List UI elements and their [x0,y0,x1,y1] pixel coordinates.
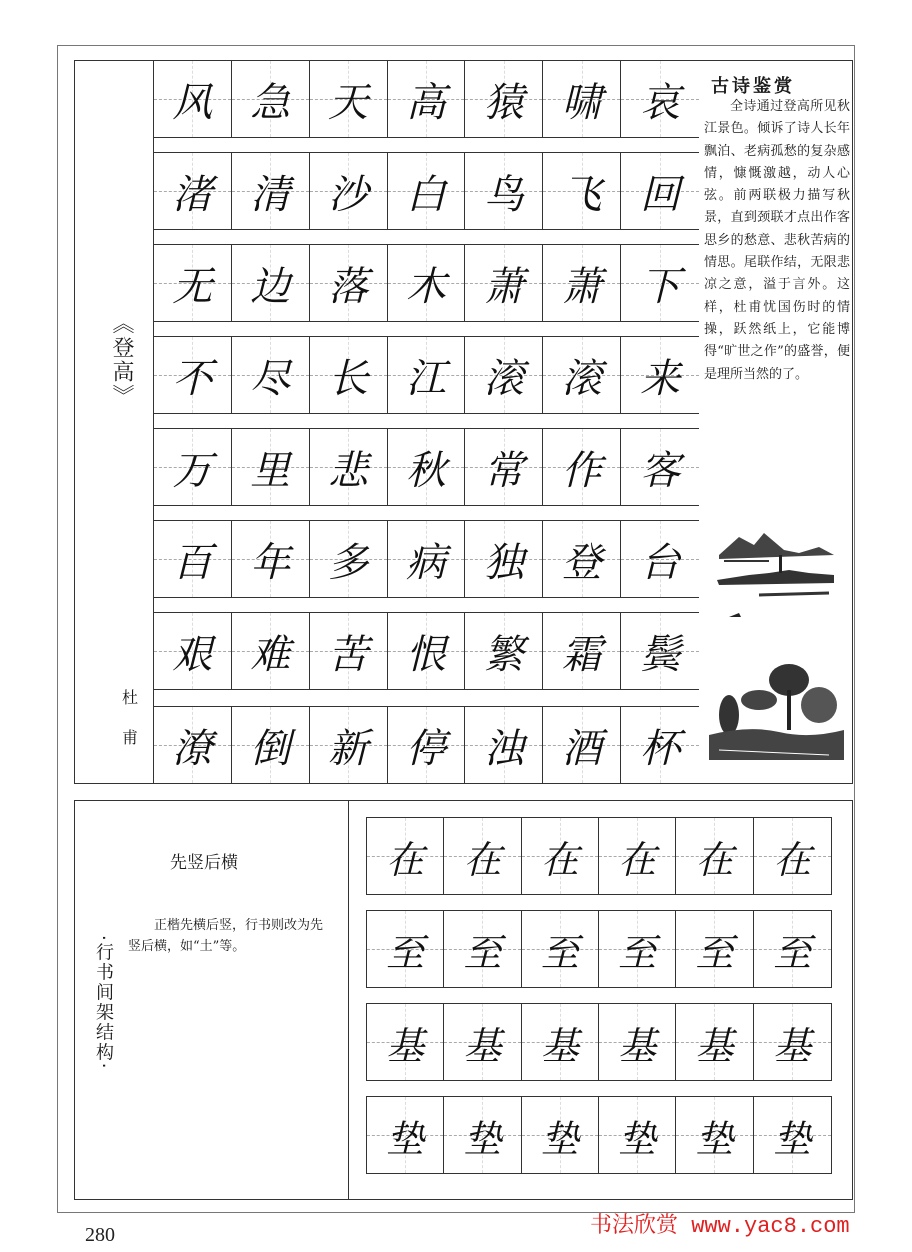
char-cell: 苦 [310,613,388,689]
practice-row [366,910,832,988]
char-cell: 在 [522,818,599,894]
char-cell: 年 [232,521,310,597]
char-cell: 基 [599,1004,676,1080]
char-cell: 垫 [444,1097,521,1173]
char-cell: 难 [232,613,310,689]
char-cell: 恨 [388,613,466,689]
practice-row [366,817,832,895]
char-cell: 杯 [621,707,699,783]
char-cell: 在 [367,818,444,894]
char-cell: 在 [676,818,753,894]
rule-text: 正楷先横后竖，行书则改为先竖后横，如“土”等。 [128,918,324,954]
char-cell: 边 [232,245,310,321]
char-cell: 长 [310,337,388,413]
char-cell: 潦 [154,707,232,783]
char-cell: 基 [676,1004,753,1080]
char-cell: 哀 [621,61,699,137]
poem-row [154,428,699,506]
char-cell: 鸟 [465,153,543,229]
rule-title: 先竖后横 [170,853,238,873]
char-cell: 落 [310,245,388,321]
char-cell: 繁 [465,613,543,689]
char-cell: 登 [543,521,621,597]
poem-row [154,612,699,690]
section-label: ·行书间架结构· [93,935,114,1071]
appreciation-panel [699,60,853,784]
appreciation-text: 全诗通过登高所见秋江景色。倾诉了诗人长年飘泊、老病孤愁的复杂感情，慷慨激越，动人心弦。前两联极力描写秋景，直到颈联才点出作客思乡的愁意、悲秋苦病的情思。尾联作结，无限悲凉之意，溢于言外。这样，杜甫忧国伤时的情操，跃然纸上，它能博得“旷世之作”的盛誉，便是理所当然的了。 [704,99,850,382]
char-cell: 来 [621,337,699,413]
char-cell: 停 [388,707,466,783]
char-cell: 滚 [465,337,543,413]
char-cell: 里 [232,429,310,505]
char-cell: 基 [367,1004,444,1080]
char-cell: 尽 [232,337,310,413]
char-cell: 基 [522,1004,599,1080]
trees-landscape-illustration [709,660,844,765]
poem-title: 《登高》 [109,312,134,408]
watermark: 书法欣赏 www.yac8.com [590,1214,850,1239]
char-cell: 不 [154,337,232,413]
river-landscape-illustration [709,525,844,625]
practice-row [366,1096,832,1174]
char-cell: 垫 [754,1097,831,1173]
char-cell: 萧 [543,245,621,321]
char-cell: 无 [154,245,232,321]
char-cell: 啸 [543,61,621,137]
char-cell: 垫 [676,1097,753,1173]
char-cell: 在 [444,818,521,894]
char-cell: 艰 [154,613,232,689]
practice-row [366,1003,832,1081]
char-cell: 客 [621,429,699,505]
char-cell: 在 [599,818,676,894]
char-cell: 倒 [232,707,310,783]
char-cell: 台 [621,521,699,597]
char-cell: 白 [388,153,466,229]
poem-row [154,706,699,784]
char-cell: 至 [754,911,831,987]
appreciation-title: 古诗鉴赏 [711,76,795,97]
char-cell: 鬓 [621,613,699,689]
poem-row [154,520,699,598]
char-cell: 酒 [543,707,621,783]
char-cell: 急 [232,61,310,137]
char-cell: 天 [310,61,388,137]
poem-title-column [74,60,154,784]
char-cell: 垫 [367,1097,444,1173]
char-cell: 江 [388,337,466,413]
char-cell: 作 [543,429,621,505]
poem-row [154,152,699,230]
char-cell: 秋 [388,429,466,505]
char-cell: 基 [754,1004,831,1080]
char-cell: 在 [754,818,831,894]
char-cell: 垫 [599,1097,676,1173]
char-cell: 至 [522,911,599,987]
char-cell: 滚 [543,337,621,413]
char-cell: 猿 [465,61,543,137]
char-cell: 多 [310,521,388,597]
char-cell: 垫 [522,1097,599,1173]
char-cell: 至 [367,911,444,987]
char-cell: 常 [465,429,543,505]
char-cell: 飞 [543,153,621,229]
char-cell: 至 [444,911,521,987]
page-number: 280 [85,1224,115,1246]
char-cell: 万 [154,429,232,505]
char-cell: 霜 [543,613,621,689]
char-cell: 沙 [310,153,388,229]
poem-row [154,336,699,414]
char-cell: 病 [388,521,466,597]
poem-author: 杜甫 [121,688,138,747]
char-cell: 高 [388,61,466,137]
char-cell: 木 [388,245,466,321]
char-cell: 至 [676,911,753,987]
char-cell: 悲 [310,429,388,505]
char-cell: 至 [599,911,676,987]
char-cell: 回 [621,153,699,229]
char-cell: 风 [154,61,232,137]
char-cell: 基 [444,1004,521,1080]
char-cell: 渚 [154,153,232,229]
poem-row [154,244,699,322]
char-cell: 下 [621,245,699,321]
char-cell: 新 [310,707,388,783]
char-cell: 百 [154,521,232,597]
char-cell: 独 [465,521,543,597]
char-cell: 萧 [465,245,543,321]
char-cell: 浊 [465,707,543,783]
poem-row [154,60,699,138]
char-cell: 清 [232,153,310,229]
